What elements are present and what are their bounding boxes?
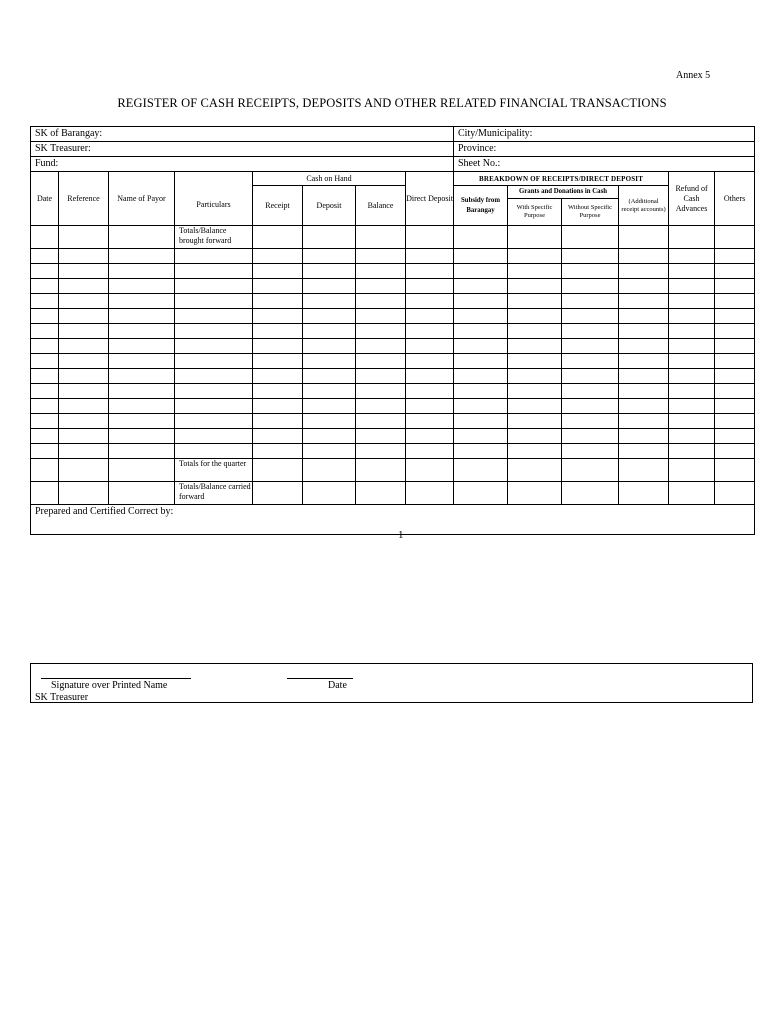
col-grants: Grants and Donations in Cash <box>508 186 619 199</box>
col-cash-on-hand: Cash on Hand <box>253 172 406 186</box>
col-additional: (Additional receipt accounts) <box>619 186 669 226</box>
table-row <box>31 384 755 399</box>
table-row <box>31 399 755 414</box>
quarter-totals-label: Totals for the quarter <box>175 459 253 482</box>
signature-line[interactable] <box>41 678 191 679</box>
col-balance: Balance <box>356 186 406 226</box>
table-row <box>31 414 755 429</box>
table-row <box>31 294 755 309</box>
city-municipality-field[interactable]: City/Municipality: <box>454 127 755 142</box>
fund-field[interactable]: Fund: <box>31 157 454 172</box>
col-receipt: Receipt <box>253 186 303 226</box>
page-number: 1 <box>398 529 404 541</box>
table-row <box>31 339 755 354</box>
register-table <box>30 171 755 535</box>
date-label: Date <box>328 680 347 691</box>
signature-box <box>30 663 753 703</box>
col-with-purpose: With Specific Purpose <box>508 199 562 226</box>
carried-forward-label: Totals/Balance carried forward <box>175 482 253 505</box>
brought-forward-label: Totals/Balance brought forward <box>175 226 253 249</box>
table-row <box>31 309 755 324</box>
treasurer-label: SK Treasurer <box>35 692 89 703</box>
table-row <box>31 354 755 369</box>
table-row <box>31 369 755 384</box>
col-without-purpose: Without Specific Purpose <box>562 199 619 226</box>
table-row <box>31 279 755 294</box>
table-row <box>31 264 755 279</box>
table-row <box>31 249 755 264</box>
col-direct-deposit: Direct Deposit <box>406 172 454 226</box>
header-info-table <box>30 126 755 172</box>
col-breakdown: BREAKDOWN OF RECEIPTS/DIRECT DEPOSIT <box>454 172 669 186</box>
table-row <box>31 482 755 505</box>
sk-barangay-field[interactable]: SK of Barangay: <box>31 127 454 142</box>
annex-label: Annex 5 <box>676 70 711 81</box>
sheet-no-field[interactable]: Sheet No.: <box>454 157 755 172</box>
table-row <box>31 459 755 482</box>
register-body <box>31 226 755 535</box>
province-field[interactable]: Province: <box>454 142 755 157</box>
date-line[interactable] <box>287 678 353 679</box>
table-row <box>31 226 755 249</box>
prepared-by-row <box>31 505 755 535</box>
col-deposit: Deposit <box>303 186 356 226</box>
table-row <box>31 444 755 459</box>
col-refund: Refund of Cash Advances <box>669 172 715 226</box>
col-date: Date <box>31 172 59 226</box>
page-title: REGISTER OF CASH RECEIPTS, DEPOSITS AND OTHER RELATED FINANCIAL TRANSACTIONS <box>117 96 667 110</box>
col-particulars: Particulars <box>175 172 253 226</box>
table-row <box>31 429 755 444</box>
table-row <box>31 324 755 339</box>
col-reference: Reference <box>59 172 109 226</box>
col-payor: Name of Payor <box>109 172 175 226</box>
sk-treasurer-field[interactable]: SK Treasurer: <box>31 142 454 157</box>
prepared-by-label: Prepared and Certified Correct by: <box>31 505 755 535</box>
signature-label: Signature over Printed Name <box>51 680 168 691</box>
col-others: Others <box>715 172 755 226</box>
col-subsidy: Subsidy from Barangay <box>454 186 508 226</box>
